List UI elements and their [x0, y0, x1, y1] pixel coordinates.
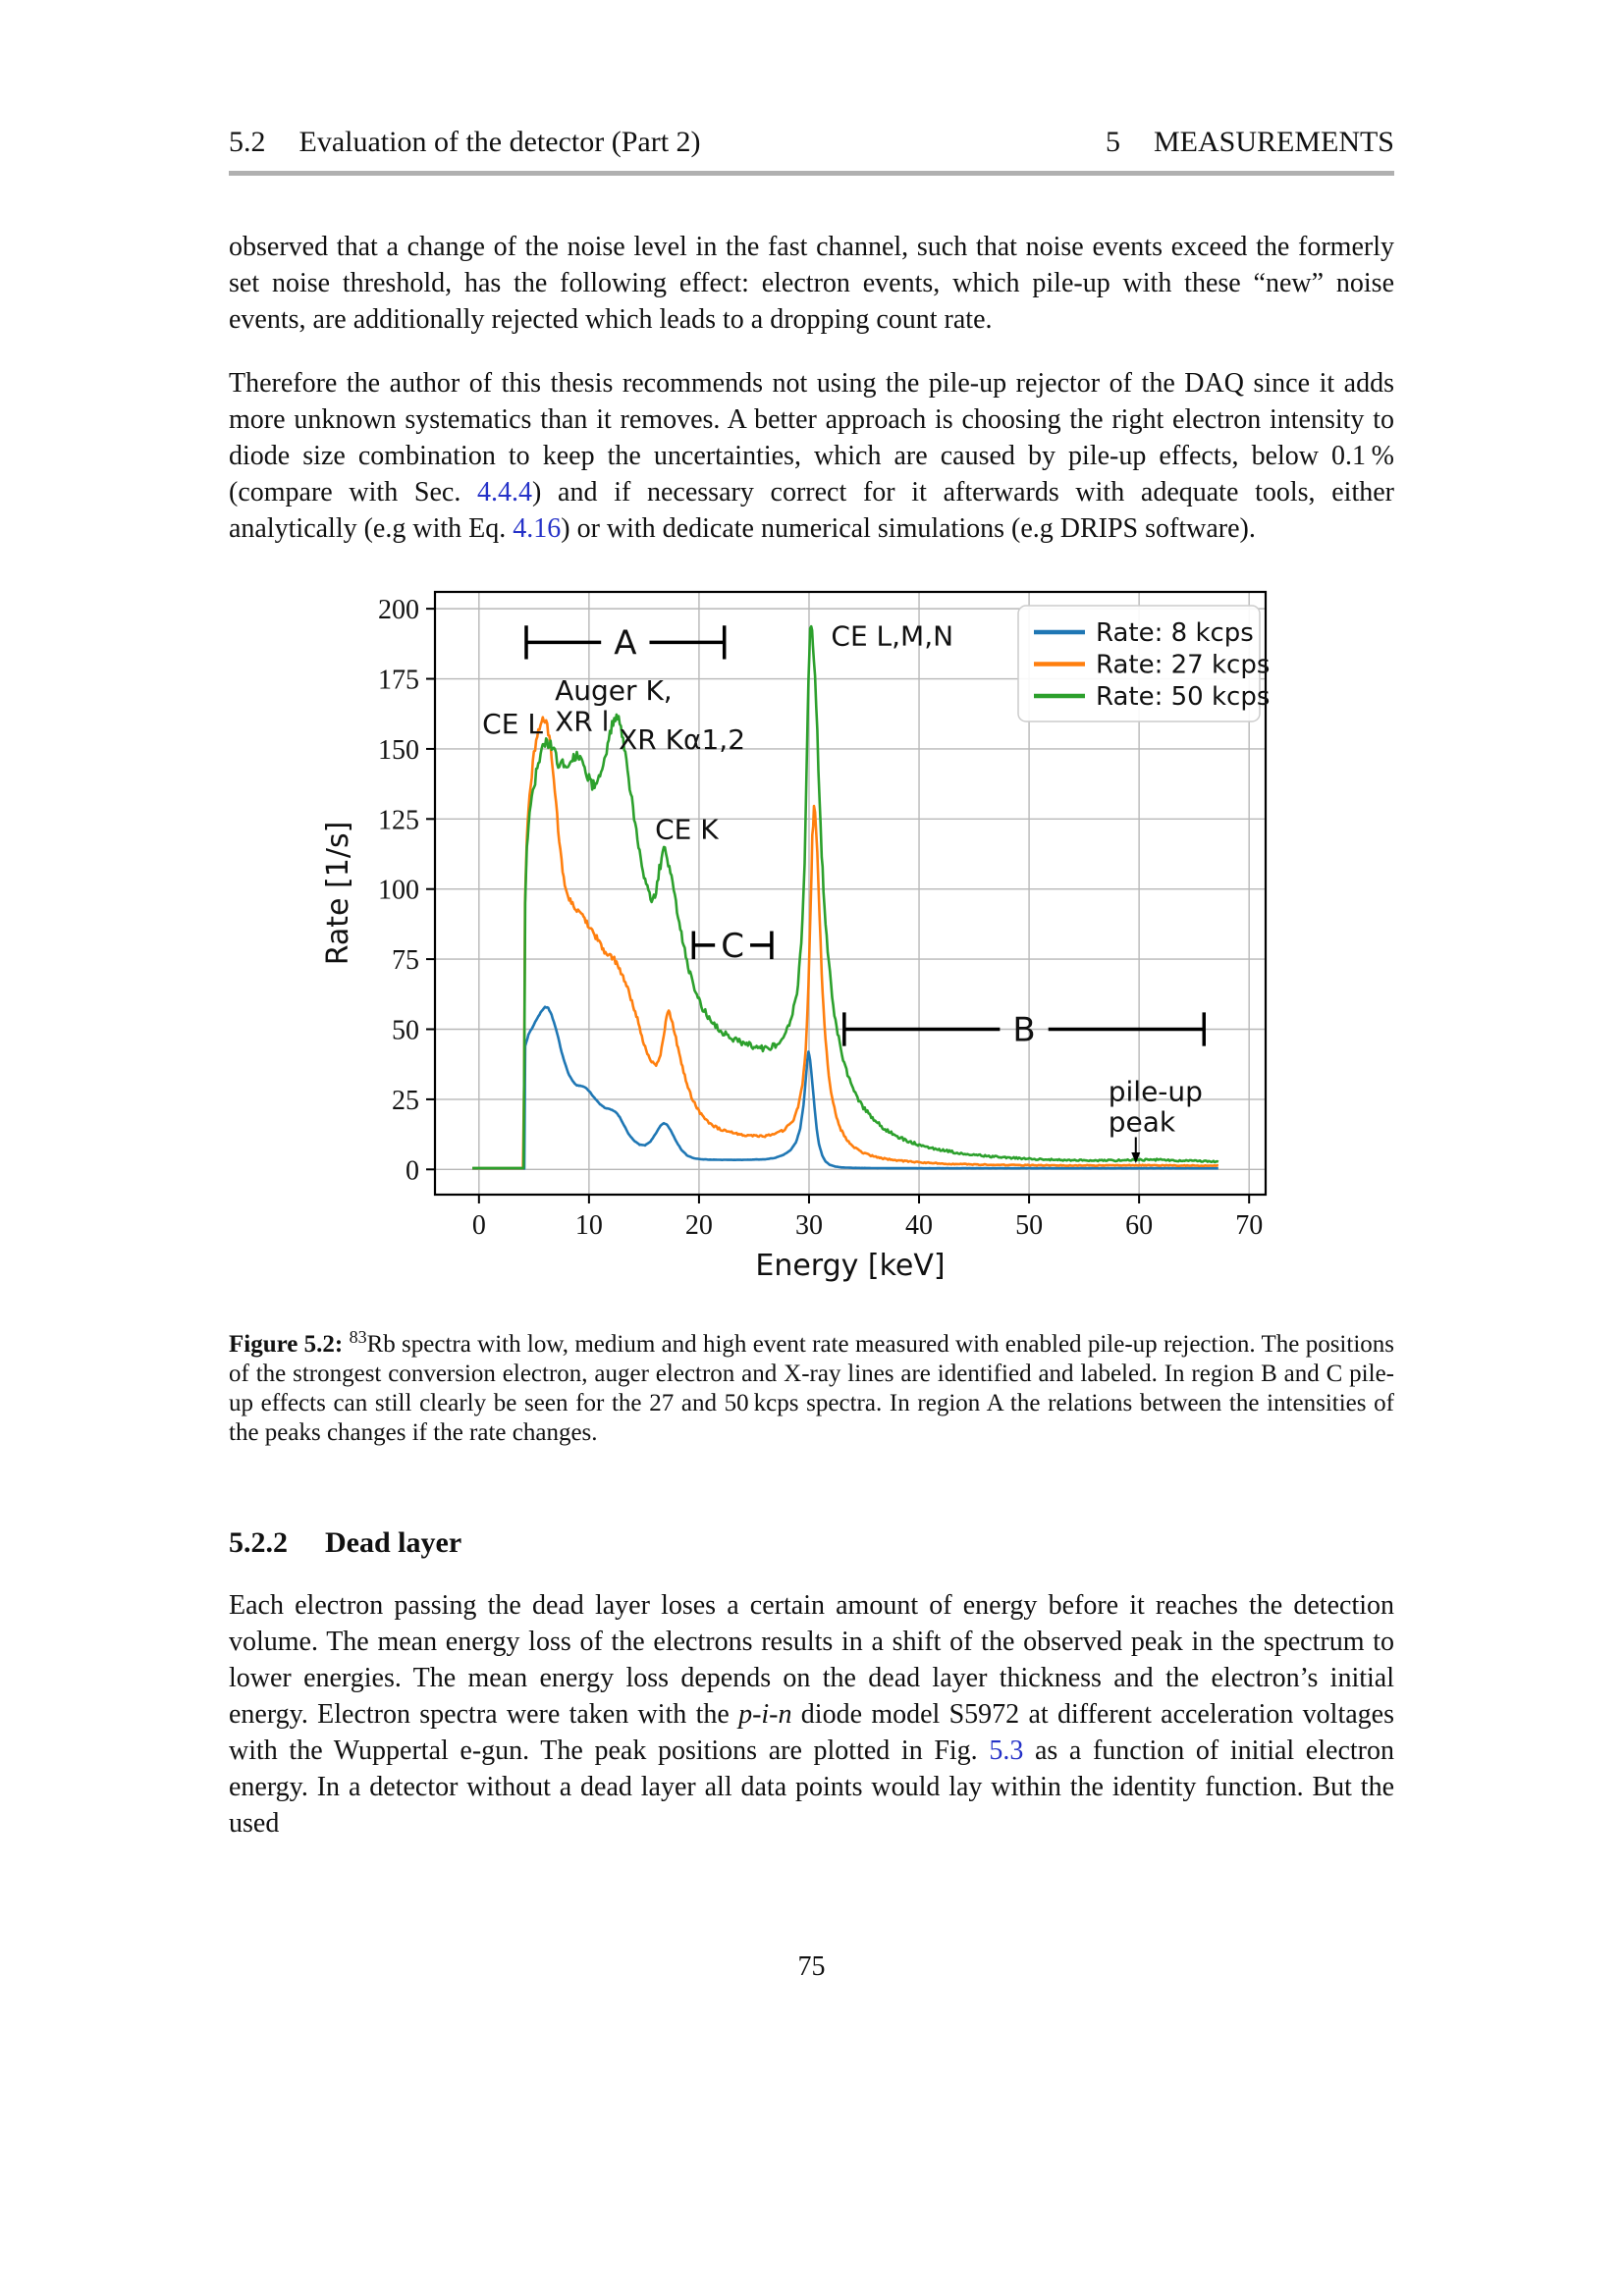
text-segment: p-i-n — [738, 1699, 792, 1730]
annotation-label: pile-up — [1108, 1075, 1203, 1108]
figure-caption — [229, 1322, 1394, 1448]
annotation-label: peak — [1108, 1105, 1176, 1139]
cross-reference-link[interactable]: 5.3 — [989, 1735, 1024, 1766]
paragraph-3 — [229, 1587, 1394, 1842]
annotation-label: XR Kα1,2 — [619, 722, 746, 756]
spectra-chart — [304, 572, 1276, 1304]
subsection-number: 5.2.2 — [229, 1526, 288, 1559]
series-2-line — [472, 718, 1218, 1168]
cross-reference-link[interactable]: 4.4.4 — [477, 477, 533, 507]
y-axis-label: Rate [1/s] — [321, 821, 355, 966]
annotation-label: Auger K, — [555, 673, 673, 707]
annotation-label: CE K — [655, 813, 719, 846]
x-axis-label: Energy [keV] — [755, 1249, 946, 1283]
section-heading — [229, 1526, 1394, 1560]
section-title: Evaluation of the detector (Part 2) — [298, 126, 701, 158]
legend — [1018, 606, 1270, 721]
svg-text:30: 30 — [794, 1210, 823, 1241]
legend-label: Rate: 50 kcps — [1096, 682, 1271, 712]
annotation-label: CE L — [482, 708, 543, 741]
text-segment: ) or with dedicate numerical simulations (e.g DRIPS software). — [561, 513, 1256, 544]
text-segment: 83 — [349, 1327, 367, 1347]
chart-container — [304, 572, 1394, 1308]
paragraph-2 — [229, 365, 1394, 547]
chapter-number: 5 — [1105, 126, 1120, 158]
header-rule — [229, 171, 1394, 176]
text-segment: Each electron passing the dead layer loses a certain amount of energy before it reaches the detection volume. The mean energy loss of the electrons results in a shift of the observed peak in the spectrum to lower energies. The mean energy loss depends on the dead layer thickness and the electron’s initial energy. Electron spectra were taken with the — [229, 1590, 1394, 1730]
svg-text:40: 40 — [905, 1210, 934, 1241]
paragraph-1 — [229, 229, 1394, 338]
text-segment: Therefore the author of this thesis recommends not using the pile-up rejector of the DAQ since it adds more unknown systematics than it removes. A better approach is choosing the right electron intensity to diode size combination to keep the uncertainties, which are caused by pile-up effects, below 0.1 % (compare with Sec. — [229, 368, 1394, 507]
page — [229, 126, 1394, 1983]
svg-text:20: 20 — [684, 1210, 713, 1241]
annotation-label: XR l — [555, 705, 610, 738]
text-segment: Figure 5.2: — [229, 1331, 344, 1358]
page-number: 75 — [797, 1951, 826, 1982]
figure-5-2 — [229, 572, 1394, 1448]
svg-text:A: A — [614, 623, 637, 664]
svg-text:C: C — [721, 926, 744, 966]
svg-text:0: 0 — [471, 1210, 486, 1241]
region-bracket-B — [844, 1011, 1204, 1050]
legend-label: Rate: 27 kcps — [1096, 650, 1271, 680]
svg-text:70: 70 — [1235, 1210, 1264, 1241]
svg-text:100: 100 — [378, 875, 419, 906]
svg-text:50: 50 — [1015, 1210, 1044, 1241]
svg-text:10: 10 — [574, 1210, 603, 1241]
text-segment: observed that a change of the noise level in the fast channel, such that noise events exceed the formerly set noise threshold, has the following effect: electron events, which pile-up with these “new” noise events, are additionally rejected which leads to a dropping count rate. — [229, 232, 1394, 335]
text-segment: ) and if necessary correct for it afterwards with adequate tools, either analytically (e.g with Eq. — [229, 477, 1394, 544]
svg-text:125: 125 — [378, 805, 419, 836]
legend-label: Rate: 8 kcps — [1096, 618, 1254, 648]
svg-text:0: 0 — [406, 1155, 419, 1187]
text-segment: Rb spectra with low, medium and high event rate measured with enabled pile-up rejection. The positions of the strongest conversion electron, auger electron and X-ray lines are identified and labeled. In region B and C pile-up effects can still clearly be seen for the 27 and 50 kcps spectra. In region A the relations between the intensities of the peaks changes if the rate changes. — [229, 1331, 1395, 1446]
svg-text:175: 175 — [378, 665, 419, 696]
svg-text:60: 60 — [1125, 1210, 1154, 1241]
svg-text:75: 75 — [392, 945, 419, 977]
header-left — [229, 126, 701, 159]
annotation-label: CE L,M,N — [831, 619, 954, 653]
region-bracket-C — [693, 927, 772, 966]
svg-text:200: 200 — [378, 595, 419, 626]
header-right — [1106, 126, 1394, 159]
text-segment: as a function of initial electron energy. In a detector without a dead layer all data points would lay within the identity function. But the used — [229, 1735, 1394, 1839]
svg-text:25: 25 — [392, 1085, 419, 1116]
text-segment: diode model S5972 at different acceleration voltages with the Wuppertal e-gun. The peak positions are plotted in Fig. — [229, 1699, 1394, 1766]
page-header — [229, 126, 1394, 159]
region-bracket-A — [526, 623, 725, 663]
svg-text:150: 150 — [378, 734, 419, 766]
cross-reference-link[interactable]: 4.16 — [513, 513, 562, 544]
subsection-title: Dead layer — [325, 1526, 462, 1559]
section-number: 5.2 — [229, 126, 266, 158]
svg-text:50: 50 — [392, 1015, 419, 1046]
svg-text:B: B — [1012, 1010, 1036, 1050]
chapter-title: MEASUREMENTS — [1153, 126, 1394, 158]
